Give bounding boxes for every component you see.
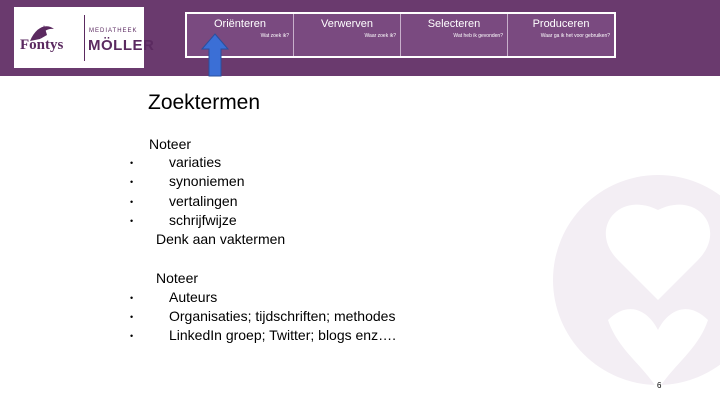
list-item: synoniemen [169, 173, 245, 189]
nav-title: Produceren [532, 18, 590, 30]
fontys-wordmark: Fontys [20, 37, 64, 53]
section2-heading: Noteer [156, 270, 199, 286]
list-item: Auteurs [169, 289, 218, 305]
nav-item-selecteren[interactable] [401, 14, 508, 56]
logo-divider [84, 15, 85, 61]
list-item: variaties [169, 154, 222, 170]
bullet-dot: • [130, 177, 134, 187]
bullet-dot: • [130, 312, 134, 322]
nav-title: Selecteren [427, 18, 481, 30]
nav-title: Verwerven [321, 18, 373, 30]
mediatheek-label: MEDIATHEEK [89, 28, 138, 34]
process-navigation [185, 12, 616, 58]
list-item: Organisaties; tijdschriften; methodes [169, 308, 396, 324]
bullet-dot: • [130, 216, 134, 226]
nav-subtitle: Wat zoek ik? [260, 33, 289, 39]
bullet-dot: • [130, 158, 134, 168]
up-arrow-icon [201, 33, 229, 77]
slide-title: Zoektermen [148, 91, 261, 114]
nav-title: Oriënteren [214, 18, 266, 30]
list-item: LinkedIn groep; Twitter; blogs enz…. [169, 327, 396, 343]
bullet-dot: • [130, 331, 134, 341]
moller-label: MÖLLER [88, 37, 155, 54]
bullet-dot: • [130, 197, 134, 207]
logo [14, 7, 155, 68]
nav-subtitle: Wat heb ik gevonden? [453, 33, 503, 39]
nav-subtitle: Waar zoek ik? [364, 33, 396, 39]
section1-heading: Noteer [149, 136, 192, 152]
fontys-watermark-icon [548, 150, 720, 405]
list-item: vertalingen [169, 193, 238, 209]
nav-item-verwerven[interactable] [294, 14, 401, 56]
nav-item-produceren[interactable] [508, 14, 614, 56]
section1-footer: Denk aan vaktermen [156, 231, 286, 247]
bullet-dot: • [130, 293, 134, 303]
page-number: 6 [657, 381, 662, 390]
list-item: schrijfwijze [169, 212, 237, 228]
nav-subtitle: Waar ga ik het voor gebruiken? [540, 33, 610, 39]
header-bar [0, 0, 720, 76]
